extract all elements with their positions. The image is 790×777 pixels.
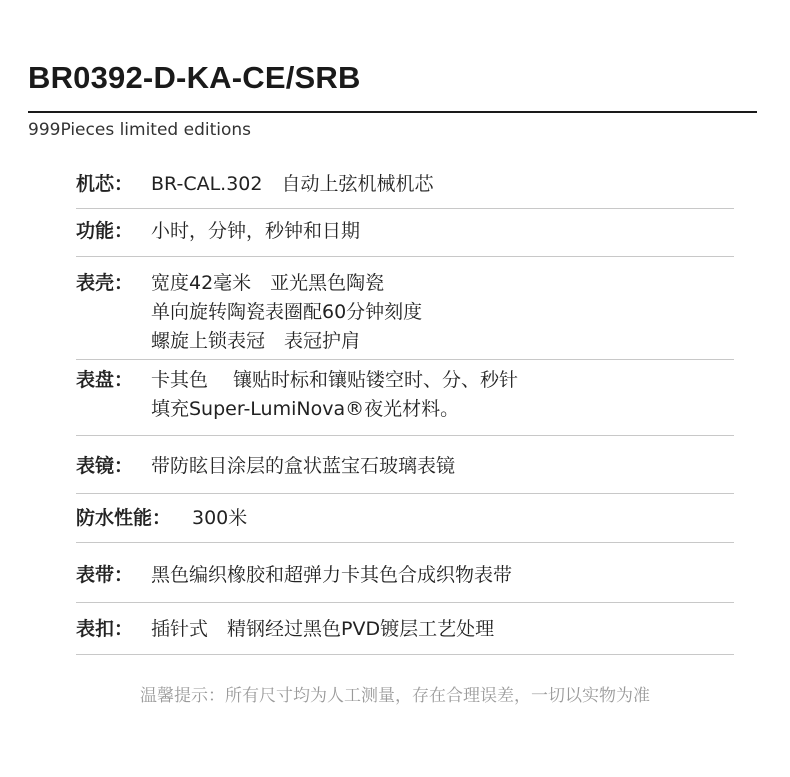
spec-value-line: 宽度42毫米 亚光黑色陶瓷	[151, 272, 385, 294]
spec-label: 表镜：	[76, 455, 134, 477]
spec-value-line: 小时，分钟，秒钟和日期	[151, 220, 361, 242]
spec-value	[151, 452, 734, 481]
spec-label: 功能：	[76, 220, 134, 242]
spec-value-line: 带防眩目涂层的盒状蓝宝石玻璃表镜	[151, 455, 456, 477]
spec-value-line: 插针式 精钢经过黑色PVD镀层工艺处理	[151, 618, 495, 640]
spec-value	[151, 269, 734, 356]
spec-value-line: BR-CAL.302 自动上弦机械机芯	[151, 173, 434, 195]
spec-row-dial	[76, 360, 734, 436]
spec-label: 表壳：	[76, 272, 134, 294]
spec-label: 表带：	[76, 564, 134, 586]
spec-value	[192, 504, 734, 533]
spec-label: 表盘：	[76, 369, 134, 391]
spec-row-water-resistance	[76, 494, 734, 543]
footer-disclaimer: 温馨提示：所有尺寸均为人工测量，存在合理误差，一切以实物为准	[140, 686, 650, 706]
spec-row-case	[76, 257, 734, 360]
spec-label: 表扣：	[76, 618, 134, 640]
spec-value-line: 卡其色 镶贴时标和镶贴镂空时、分、秒针	[151, 369, 519, 391]
spec-value	[151, 561, 734, 590]
spec-row-strap	[76, 543, 734, 603]
spec-value-line: 螺旋上锁表冠 表冠护肩	[151, 330, 361, 352]
spec-value	[151, 217, 734, 246]
model-title: BR0392-D-KA-CE/SRB	[28, 60, 361, 95]
title-divider	[28, 111, 757, 113]
spec-value-line: 黑色编织橡胶和超弹力卡其色合成织物表带	[151, 564, 513, 586]
spec-row-movement	[76, 162, 734, 209]
spec-value	[151, 615, 734, 644]
edition-note: 999Pieces limited editions	[28, 120, 252, 140]
spec-value-line: 300米	[192, 507, 248, 529]
spec-row-functions	[76, 209, 734, 257]
spec-row-buckle	[76, 603, 734, 655]
spec-label: 机芯：	[76, 173, 134, 195]
spec-value	[151, 170, 734, 199]
spec-value	[151, 366, 734, 424]
spec-value-line: 填充Super-LumiNova®夜光材料。	[151, 398, 460, 420]
spec-row-crystal	[76, 436, 734, 494]
spec-value-line: 单向旋转陶瓷表圈配60分钟刻度	[151, 301, 423, 323]
spec-label: 防水性能：	[76, 507, 172, 529]
spec-table	[76, 162, 734, 655]
